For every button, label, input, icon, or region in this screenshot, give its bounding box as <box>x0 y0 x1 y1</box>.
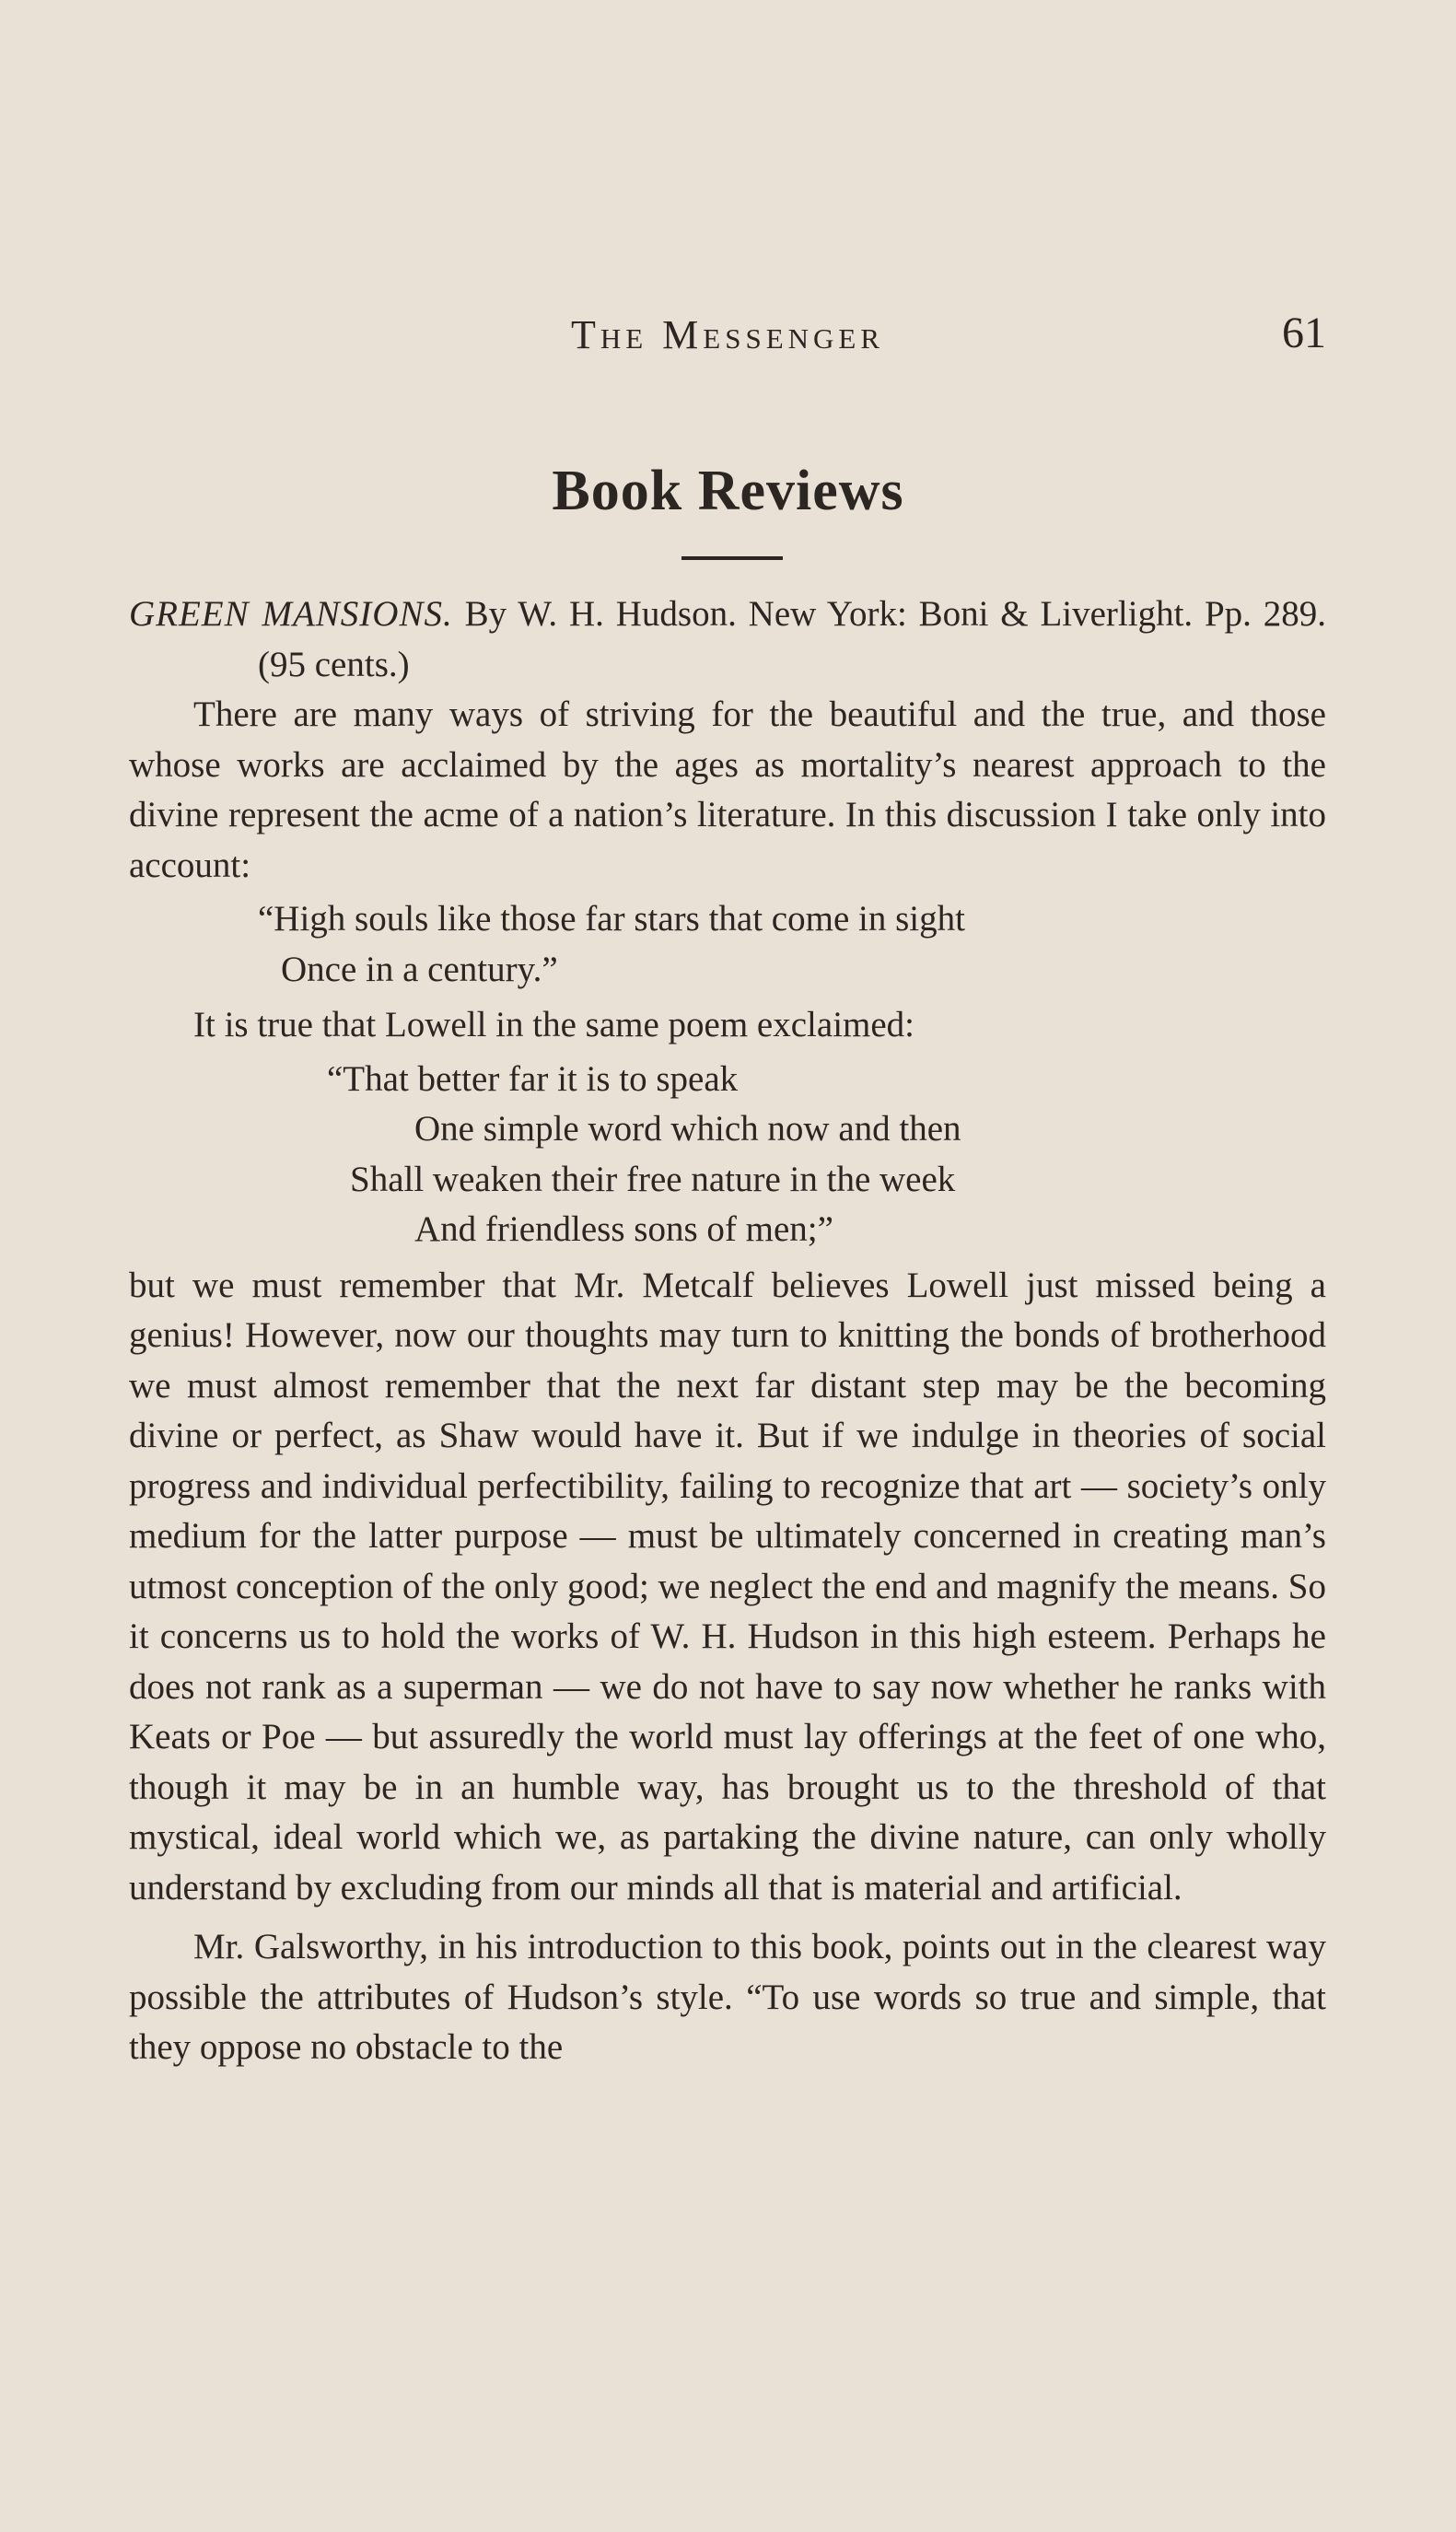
paragraph-1: There are many ways of striving for the beautiful and the true, and those whose works are acclaimed by the ages as mortality’s nearest approach to the divine represent the acme of a nation’s literature. In this discussion I take only into account: <box>129 694 1326 885</box>
verse-line: Shall weaken their free nature in the week <box>350 1159 956 1199</box>
book-citation <box>129 589 1326 690</box>
verse-line: One simple word which now and then <box>414 1109 961 1149</box>
verse-line: “That better far it is to speak <box>327 1058 739 1099</box>
section-title: Book Reviews <box>552 460 904 522</box>
verse-quote-1 <box>129 894 1326 995</box>
journal-title: The Messenger <box>570 312 885 357</box>
book-title: GREEN MANSIONS. <box>129 594 453 634</box>
paragraph-3: but we must remember that Mr. Metcalf believes Lowell just missed being a genius! However, now our thoughts may turn to knitting the bonds of brotherhood we must almost remember that the next far distant step may be the becoming divine or perfect, as Shaw would have it. But if we indulge in theories of social progress and individual perfectibility, failing to recognize that art — society’s only medium for the latter purpose — must be ultimately concerned in creating man’s utmost conception of the only good; we neglect the end and magnify the means. So it concerns us to hold the works of W. H. Hudson in this high esteem. Perhaps he does not rank as a superman — we do not have to say now whether he ranks with Keats or Poe — but assuredly the world must lay offerings at the feet of one who, though it may be in an humble way, has brought us to the threshold of that mystical, ideal world which we, as partaking the divine nature, can only wholly understand by excluding from our minds all that is material and artificial. <box>129 1265 1326 1908</box>
review-body <box>129 589 1326 2073</box>
book-citation-details: By W. H. Hudson. New York: Boni & Liverlight. Pp. 289. (95 cents.) <box>258 594 1327 684</box>
running-head <box>129 304 1326 368</box>
verse-line: And friendless sons of men;” <box>414 1209 833 1249</box>
verse-line: Once in a century.” <box>281 949 558 989</box>
paragraph-4: Mr. Galsworthy, in his introduction to this book, points out in the clearest way possible the attributes of Hudson’s style. “To use words so true and simple, that they oppose no obstacle to the <box>129 1927 1326 2067</box>
paragraph-2: It is true that Lowell in the same poem exclaimed: <box>193 1005 915 1044</box>
page-number: 61 <box>1282 309 1326 357</box>
verse-quote-2 <box>129 1055 1326 1255</box>
verse-line: “High souls like those far stars that come in sight <box>258 899 965 939</box>
title-rule <box>681 556 783 560</box>
